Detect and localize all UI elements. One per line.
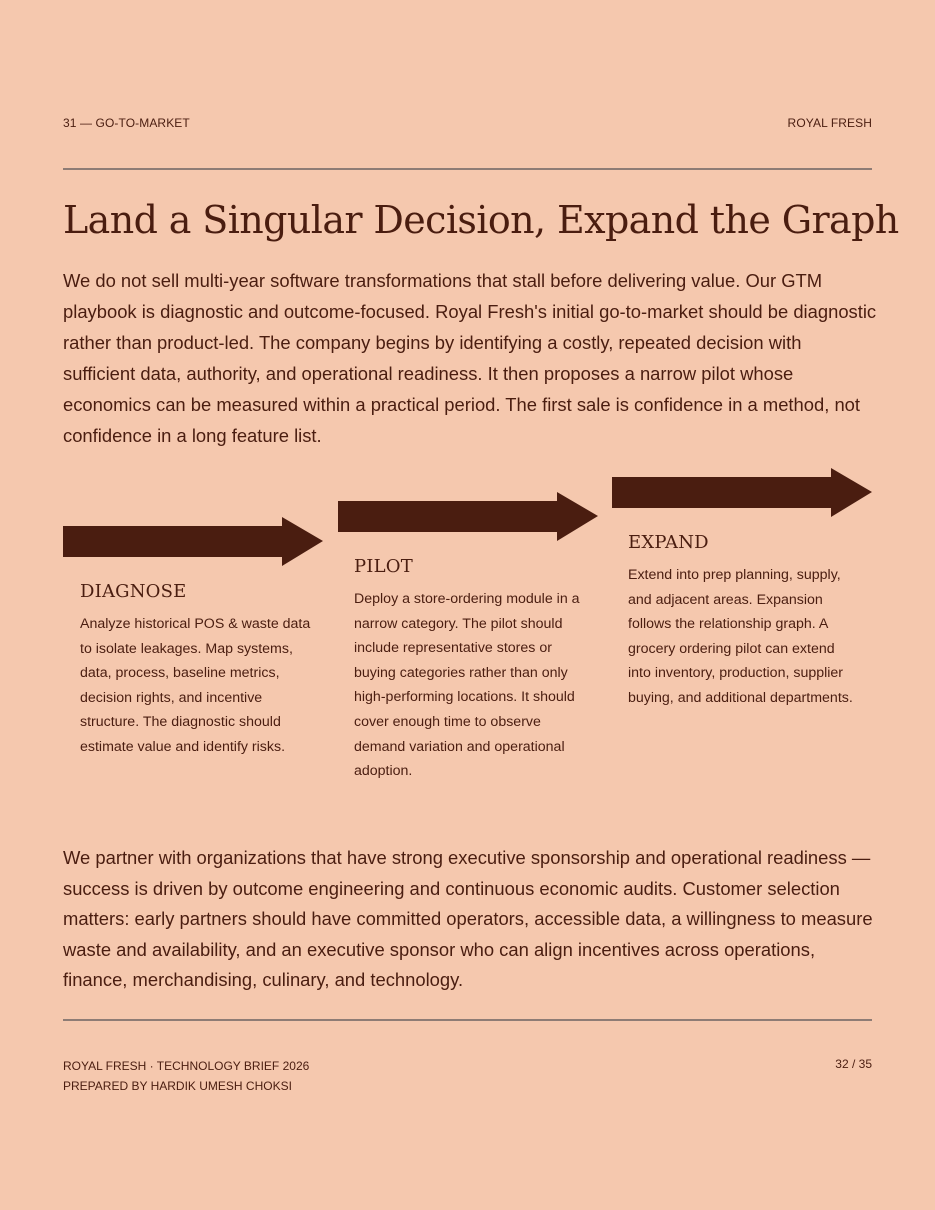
- step-expand: [612, 468, 872, 711]
- footer-divider: [63, 1019, 872, 1021]
- arrow-right-icon: [612, 468, 872, 518]
- step-pilot: [338, 492, 598, 784]
- arrow-right-icon: [338, 492, 598, 542]
- arrow-right-icon: [63, 517, 323, 567]
- page: [63, 0, 899, 1210]
- section-label: 31 — GO-TO-MARKET: [63, 116, 190, 130]
- brand-label: ROYAL FRESH: [787, 116, 872, 130]
- page-number: 32 / 35: [835, 1057, 872, 1071]
- running-header: [63, 116, 872, 131]
- footer-publication: ROYAL FRESH · TECHNOLOGY BRIEF 2026: [63, 1059, 310, 1073]
- step-description: Analyze historical POS & waste data to isolate leakages. Map systems, data, process, baseline metrics, decision rights, and incentive structure. The diagnostic should estimate value and identify risks.: [80, 616, 311, 755]
- page-title: Land a Singular Decision, Expand the Graph: [63, 198, 899, 242]
- step-title: PILOT: [354, 556, 413, 577]
- closing-paragraph: We partner with organizations that have strong executive sponsorship and operational readiness — success is driven by outcome engineering and continuous economic audits. Customer selection matters: early partners should have committed operators, accessible data, a willingness to measure waste and availability, and an executive sponsor who can align incentives across operations, finance, merchandising, culinary, and technology.: [63, 847, 873, 991]
- step-title: EXPAND: [628, 532, 709, 553]
- step-description: Deploy a store-ordering module in a narrow category. The pilot should include representative stores or buying categories rather than only high-performing locations. It should cover enough time to observe demand variation and operational adoption.: [354, 591, 580, 780]
- footer-credits: [63, 1057, 309, 1096]
- step-title: DIAGNOSE: [80, 581, 187, 602]
- header-divider: [63, 168, 872, 170]
- footer-author: PREPARED BY HARDIK UMESH CHOKSI: [63, 1078, 292, 1093]
- step-diagnose: [63, 517, 323, 760]
- intro-paragraph: We do not sell multi-year software transformations that stall before delivering value. Our GTM playbook is diagnostic and outcome-focused. Royal Fresh's initial go-to-market should be diagnostic rather than product-led. The company begins by identifying a costly, repeated decision with sufficient data, authority, and operational readiness. It then proposes a narrow pilot whose economics can be measured within a practical period. The first sale is confidence in a method, not confidence in a long feature list.: [63, 270, 877, 446]
- step-description: Extend into prep planning, supply, and adjacent areas. Expansion follows the relationship graph. A grocery ordering pilot can extend into inventory, production, supplier buying, and additional departments.: [628, 567, 853, 706]
